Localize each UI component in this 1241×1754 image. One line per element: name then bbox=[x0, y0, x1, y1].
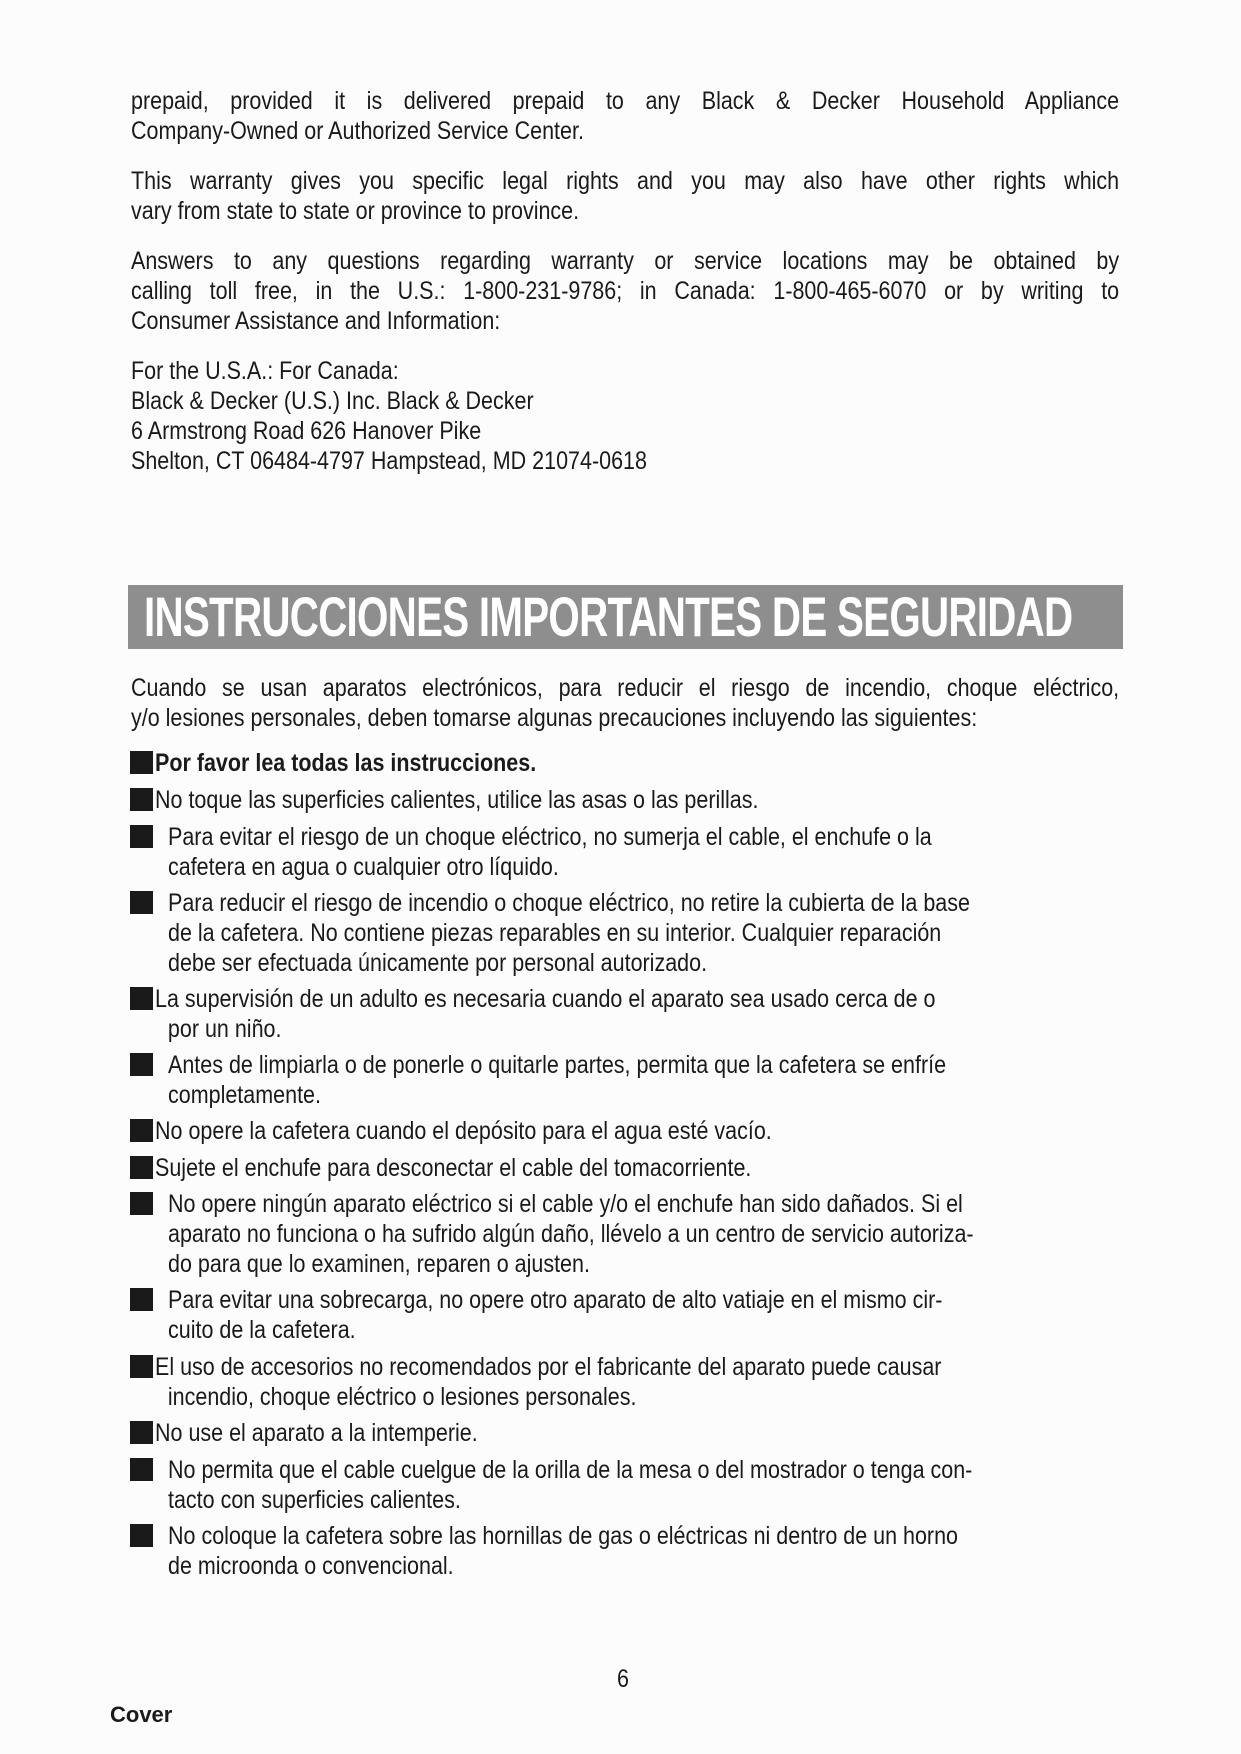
item-text: tacto con superficies calientes. bbox=[168, 1486, 461, 1514]
address-block bbox=[131, 356, 647, 476]
item-text: El uso de accesorios no recomendados por el fabricante del aparato puede causar bbox=[155, 1353, 942, 1381]
item-text: de microonda o convencional. bbox=[168, 1552, 454, 1580]
section-banner bbox=[128, 585, 1123, 649]
list-item bbox=[168, 1285, 942, 1345]
item-text: aparato no funciona o ha sufrido algún daño, llévelo a un centro de servicio autoriza- bbox=[168, 1220, 974, 1248]
address-line: Black & Decker (U.S.) Inc. Black & Decker bbox=[131, 387, 534, 415]
bullet-square-icon bbox=[130, 1355, 153, 1378]
item-text: debe ser efectuada únicamente por personal autorizado. bbox=[168, 949, 708, 977]
bullet-square-icon bbox=[130, 825, 153, 848]
list-item bbox=[168, 822, 932, 882]
warranty-paragraph-2 bbox=[131, 166, 1120, 226]
address-line: Shelton, CT 06484-4797 Hampstead, MD 21074-0618 bbox=[131, 447, 647, 475]
item-text: de la cafetera. No contiene piezas reparables en su interior. Cualquier reparación bbox=[168, 919, 942, 947]
text-line: calling toll free, in the U.S.: 1-800-231-9786; in Canada: 1-800-465-6070 or by writing to bbox=[131, 277, 1120, 305]
text-line: Cuando se usan aparatos electrónicos, para reducir el riesgo de incendio, choque eléctrico, bbox=[131, 674, 1120, 702]
warranty-paragraph-3 bbox=[131, 246, 1120, 336]
list-item bbox=[168, 1189, 974, 1279]
list-item bbox=[168, 1455, 972, 1515]
item-text: cafetera en agua o cualquier otro líquido. bbox=[168, 853, 559, 881]
bullet-square-icon bbox=[130, 1192, 153, 1215]
text-line: Company-Owned or Authorized Service Center. bbox=[131, 117, 584, 145]
bullet-square-icon bbox=[130, 987, 153, 1010]
bullet-square-icon bbox=[130, 751, 153, 774]
list-item bbox=[155, 1153, 751, 1183]
item-text: No permita que el cable cuelgue de la orilla de la mesa o del mostrador o tenga con- bbox=[168, 1456, 973, 1484]
item-text: incendio, choque eléctrico o lesiones personales. bbox=[167, 1383, 637, 1411]
list-item bbox=[155, 1418, 478, 1448]
item-text: No coloque la cafetera sobre las hornillas de gas o eléctricas ni dentro de un horno bbox=[168, 1522, 959, 1550]
banner-title: INSTRUCCIONES IMPORTANTES DE SEGURIDAD bbox=[144, 585, 1073, 648]
item-text: No opere la cafetera cuando el depósito para el agua esté vacío. bbox=[155, 1117, 772, 1145]
list-item bbox=[155, 1116, 772, 1146]
item-text: Para reducir el riesgo de incendio o choque eléctrico, no retire la cubierta de la base bbox=[168, 889, 970, 917]
item-text: completamente. bbox=[168, 1081, 321, 1109]
text-line: vary from state to state or province to province. bbox=[131, 197, 580, 225]
bullet-square-icon bbox=[130, 1156, 153, 1179]
intro-paragraph bbox=[131, 673, 1120, 733]
text-line: y/o lesiones personales, deben tomarse algunas precauciones incluyendo las siguientes: bbox=[131, 704, 978, 732]
address-line: For the U.S.A.: For Canada: bbox=[131, 357, 399, 385]
text-line: This warranty gives you specific legal rights and you may also have other rights which bbox=[131, 167, 1120, 195]
list-item bbox=[155, 748, 536, 778]
bullet-square-icon bbox=[130, 1524, 153, 1547]
list-item bbox=[155, 785, 758, 815]
bullet-square-icon bbox=[130, 1288, 153, 1311]
item-text: Sujete el enchufe para desconectar el cable del tomacorriente. bbox=[155, 1154, 752, 1182]
item-text: Para evitar una sobrecarga, no opere otro aparato de alto vatiaje en el mismo cir- bbox=[168, 1286, 943, 1314]
warranty-paragraph-1 bbox=[131, 86, 1120, 146]
bullet-square-icon bbox=[130, 1421, 153, 1444]
list-item bbox=[155, 1352, 941, 1412]
bullet-square-icon bbox=[130, 1119, 153, 1142]
list-item bbox=[155, 984, 936, 1044]
bullet-square-icon bbox=[130, 891, 153, 914]
item-text: No toque las superficies calientes, utilice las asas o las perillas. bbox=[155, 786, 759, 814]
bullet-square-icon bbox=[130, 788, 153, 811]
text-line: prepaid, provided it is delivered prepaid to any Black & Decker Household Appliance bbox=[131, 87, 1120, 115]
item-text: cuito de la cafetera. bbox=[168, 1316, 356, 1344]
item-text: por un niño. bbox=[167, 1015, 282, 1043]
list-item bbox=[168, 888, 970, 978]
item-text: Para evitar el riesgo de un choque eléctrico, no sumerja el cable, el enchufe o la bbox=[168, 823, 932, 851]
text-line: Consumer Assistance and Information: bbox=[131, 307, 501, 335]
item-text: La supervisión de un adulto es necesaria cuando el aparato sea usado cerca de o bbox=[155, 985, 936, 1013]
bullet-square-icon bbox=[130, 1458, 153, 1481]
item-text: No opere ningún aparato eléctrico si el cable y/o el enchufe han sido dañados. Si el bbox=[168, 1190, 963, 1218]
item-text: Por favor lea todas las instrucciones. bbox=[155, 749, 537, 777]
list-item bbox=[168, 1050, 946, 1110]
text-line: Answers to any questions regarding warranty or service locations may be obtained by bbox=[131, 247, 1120, 275]
address-line: 6 Armstrong Road 626 Hanover Pike bbox=[131, 417, 482, 445]
item-text: do para que lo examinen, reparen o ajusten. bbox=[168, 1250, 590, 1278]
page-number: 6 bbox=[617, 1665, 629, 1693]
item-text: Antes de limpiarla o de ponerle o quitarle partes, permita que la cafetera se enfríe bbox=[168, 1051, 947, 1079]
footer-label: Cover bbox=[110, 1702, 173, 1727]
list-item bbox=[168, 1521, 958, 1581]
bullet-square-icon bbox=[130, 1053, 153, 1076]
item-text: No use el aparato a la intemperie. bbox=[155, 1419, 478, 1447]
